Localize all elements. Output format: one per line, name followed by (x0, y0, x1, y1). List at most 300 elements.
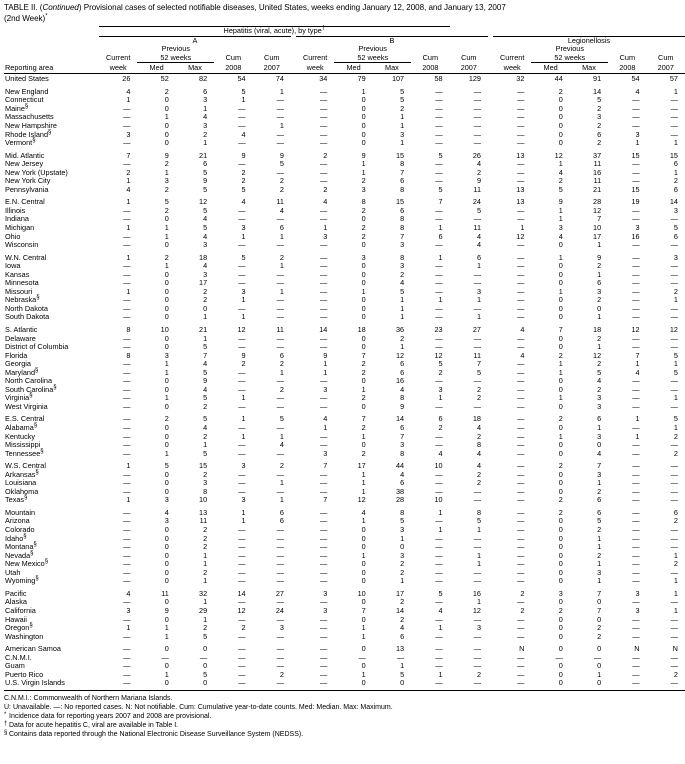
cell-value: 13 (396, 644, 405, 654)
cell-value: — (320, 303, 328, 313)
cell-value: — (450, 679, 488, 690)
cell-value: — (517, 576, 525, 586)
cell-value: 6 (438, 414, 443, 424)
cell-value: 2 (400, 559, 405, 569)
cell-value: — (517, 120, 525, 130)
cell-value: 0 (558, 559, 563, 569)
cell-value: 0 (164, 333, 169, 343)
cell-value: 24 (275, 605, 284, 615)
cell-value: 1 (279, 495, 284, 505)
cell-value: 1 (476, 312, 481, 322)
row-area-label: Arkansas§ (5, 469, 39, 479)
cell-value: 6 (438, 231, 443, 241)
row-footnote-marker: § (33, 541, 37, 548)
cell-value: — (670, 597, 678, 607)
row-footnote-marker: § (48, 129, 52, 136)
cell-value: 2 (597, 103, 602, 113)
cell-value: — (238, 478, 246, 488)
row-area-label: Kentucky (5, 431, 36, 441)
cell-value: 11 (161, 588, 169, 598)
hepatitis-footnote-marker: † (321, 25, 326, 32)
cell-value: 17 (357, 461, 366, 471)
cell-value: 3 (400, 261, 405, 271)
cell-value: 3 (241, 286, 246, 296)
cell-value: 2 (476, 384, 481, 394)
cell-value: 2 (203, 129, 208, 139)
cell-value: 12 (434, 350, 443, 360)
cell-value: 7 (400, 167, 405, 177)
cell-value: 5 (438, 359, 443, 369)
row-area-label: Idaho§ (5, 533, 27, 543)
cell-value: 1 (164, 448, 169, 458)
cell-value: — (517, 103, 525, 113)
cell-value: 9 (203, 376, 208, 386)
cell-value: — (632, 533, 640, 543)
cell-value: 58 (411, 73, 449, 84)
cell-value: 0 (164, 342, 169, 352)
table-row (4, 450, 685, 459)
table-row (4, 654, 685, 663)
cell-value: — (670, 661, 678, 671)
cell-value: 5 (476, 516, 481, 526)
cell-value: — (632, 393, 640, 403)
cell-value: — (632, 631, 640, 641)
cell-value: 2 (597, 486, 602, 496)
cell-value: — (276, 103, 284, 113)
cell-value: — (632, 120, 640, 130)
cell-value: — (123, 112, 131, 122)
cell-value: 3 (597, 112, 602, 122)
cell-value: 2 (203, 401, 208, 411)
row-area-label: Montana§ (5, 541, 37, 552)
cell-value: — (320, 103, 328, 113)
cell-value: — (473, 269, 481, 279)
cell-value: 7 (361, 350, 366, 360)
cell-value: 1 (673, 550, 678, 560)
cell-value: — (123, 440, 131, 450)
cell-value: — (632, 669, 640, 679)
cell-value: — (632, 507, 640, 517)
cell-value: — (320, 261, 328, 271)
cell-value: — (473, 533, 481, 543)
cell-value: — (473, 631, 481, 641)
cell-value: — (632, 269, 640, 279)
cell-value: — (320, 567, 328, 577)
cell-value: 18 (472, 414, 481, 424)
cell-value: 2 (203, 533, 208, 543)
cell-value: 0 (361, 644, 366, 654)
cell-value: — (517, 478, 525, 488)
cell-value: 4 (203, 214, 208, 224)
cell-value: 1 (279, 231, 284, 241)
cell-value: 1 (558, 205, 563, 215)
header-cum-a-2008: Cum (225, 53, 242, 63)
table-row (4, 73, 685, 84)
cell-value: — (473, 333, 481, 343)
cell-value: 1 (558, 431, 563, 441)
cell-value: — (517, 542, 525, 552)
header-cum-b-2007: Cum (461, 53, 477, 63)
cell-value: 1 (164, 669, 169, 679)
cell-value: — (435, 469, 443, 479)
cell-value: — (238, 342, 246, 352)
cell-value: 26 (99, 73, 137, 84)
cell-value: 12 (237, 325, 246, 334)
row-area-label: Oregon§ (5, 622, 33, 633)
cell-value: 6 (203, 86, 208, 96)
row-area-label: E.N. Central (5, 197, 45, 207)
cell-value: — (320, 278, 328, 288)
cell-value: 2 (400, 333, 405, 343)
cell-value: 3 (323, 588, 328, 598)
cell-value: 0 (558, 614, 563, 624)
cell-value: 4 (126, 184, 131, 194)
cell-value: 24 (472, 197, 481, 207)
cell-value: — (435, 614, 443, 624)
cell-value: 8 (400, 214, 405, 224)
cell-value: 8 (400, 159, 405, 169)
table-row (4, 517, 685, 526)
cell-value: — (276, 631, 284, 641)
cell-value: — (123, 533, 131, 543)
row-footnote-marker: § (40, 448, 44, 455)
cell-value: — (517, 112, 525, 122)
row-area-label: South Carolina§ (5, 384, 57, 394)
cell-value: 0 (164, 295, 169, 305)
table-head (4, 27, 685, 74)
cell-value: — (517, 414, 525, 424)
cell-value: 29 (199, 605, 208, 615)
header-year-leg-2007: 2007 (657, 63, 674, 73)
cell-value: 32 (493, 73, 531, 84)
cell-value: — (670, 652, 678, 662)
cell-value: 5 (203, 669, 208, 679)
cell-value: 1 (597, 269, 602, 279)
cell-value: 1 (279, 286, 284, 296)
cell-value: 0 (558, 138, 563, 148)
cell-value: — (632, 652, 640, 662)
cell-value: — (517, 448, 525, 458)
cell-value: — (517, 176, 525, 186)
cell-value: — (517, 295, 525, 305)
cell-value: 1 (361, 516, 366, 526)
cell-value: 1 (400, 576, 405, 586)
cell-value: 5 (400, 286, 405, 296)
cell-value: 0 (558, 525, 563, 535)
cell-value: — (670, 376, 678, 386)
cell-value: 21 (593, 184, 602, 194)
row-area-label: Mountain (5, 507, 36, 517)
cell-value: — (435, 559, 443, 569)
cell-value: 2 (558, 176, 563, 186)
cell-value: — (435, 533, 443, 543)
cell-value: — (517, 384, 525, 394)
cell-value: 2 (673, 431, 678, 441)
cell-value: 3 (203, 95, 208, 105)
cell-value: 0 (164, 567, 169, 577)
table-row (4, 139, 685, 148)
cell-value: 0 (361, 269, 366, 279)
cell-value: — (517, 359, 525, 369)
table-row (4, 224, 685, 233)
cell-value: 0 (164, 384, 169, 394)
cell-value: 1 (361, 550, 366, 560)
cell-value: 9 (558, 197, 563, 207)
cell-value: 12 (516, 231, 525, 241)
footnote-3 (4, 730, 637, 739)
cell-value: — (123, 138, 131, 148)
cell-value: — (517, 652, 525, 662)
header-year-b-2008: 2008 (422, 63, 439, 73)
cell-value: 8 (126, 325, 131, 334)
cell-value: — (435, 576, 443, 586)
cell-value: 2 (241, 176, 246, 186)
cell-value: — (276, 167, 284, 177)
cell-value: — (320, 559, 328, 569)
cell-value: 1 (558, 159, 563, 169)
cell-value: 2 (361, 205, 366, 215)
cell-value: 0 (137, 679, 175, 690)
header-legionellosis: Legionellosis (493, 36, 685, 45)
cell-value: 2 (361, 359, 366, 369)
cell-value: 1 (597, 423, 602, 433)
cell-value: 1 (361, 631, 366, 641)
header-week-b: week (306, 63, 324, 73)
cell-value: 14 (593, 86, 602, 96)
cell-value: 0 (361, 240, 366, 250)
cell-value: 1 (438, 393, 443, 403)
table-row (4, 441, 685, 450)
cell-value: — (473, 567, 481, 577)
cell-value: 5 (673, 350, 678, 360)
cell-value: 11 (473, 184, 481, 194)
table-row (4, 343, 685, 352)
cell-value: 5 (476, 205, 481, 215)
header-max-a: Max (188, 63, 202, 73)
row-area-label: American Samoa (5, 644, 61, 654)
cell-value: 1 (203, 597, 208, 607)
footnote-1 (4, 712, 637, 721)
cell-value: 91 (570, 73, 608, 84)
cell-value: 0 (203, 644, 208, 654)
cell-value: — (670, 261, 678, 271)
cell-value: 0 (164, 376, 169, 386)
cell-value: — (632, 495, 640, 505)
cell-value: 3 (400, 240, 405, 250)
cell-value: 129 (450, 73, 488, 84)
cell-value: 0 (164, 597, 169, 607)
cell-value: — (238, 159, 246, 169)
cell-value: — (473, 576, 481, 586)
cell-value: 1 (241, 295, 246, 305)
cell-value: — (320, 333, 328, 343)
cell-value: 0 (558, 103, 563, 113)
cell-value: — (670, 440, 678, 450)
cell-value: — (238, 103, 246, 113)
table-row (4, 471, 685, 480)
cell-value: — (632, 278, 640, 288)
row-area-label: New York City (5, 176, 51, 186)
cell-value: 5 (438, 150, 443, 160)
cell-value: — (123, 542, 131, 552)
row-area-label: Nebraska§ (5, 294, 40, 305)
cell-value: 10 (199, 495, 208, 505)
cell-value: 7 (476, 359, 481, 369)
header-52weeks-leg: 52 weeks (531, 54, 608, 63)
cell-value: 2 (164, 252, 169, 262)
cell-value: — (276, 138, 284, 148)
cell-value: 21 (199, 150, 208, 160)
cell-value: 4 (476, 461, 481, 471)
cell-value: 1 (279, 86, 284, 96)
cell-value: — (670, 269, 678, 279)
cell-value: 0 (558, 120, 563, 130)
cell-value: 1 (476, 295, 481, 305)
cell-value: 21 (199, 325, 208, 334)
cell-value: 0 (164, 423, 169, 433)
cell-value: 2 (241, 167, 246, 177)
cell-value: 8 (400, 393, 405, 403)
cell-value: 2 (558, 414, 563, 424)
cell-value: 1 (126, 461, 131, 471)
row-area-label: West Virginia (5, 401, 48, 411)
header-subgroup-a: A (99, 36, 291, 45)
cell-value: — (123, 359, 131, 369)
cell-value: 4 (597, 448, 602, 458)
row-area-label: Rhode Island§ (5, 129, 52, 139)
header-hepatitis-label: Hepatitis (viral, acute), by type (223, 26, 322, 35)
cell-value: 13 (516, 150, 525, 160)
cell-value: 10 (434, 495, 443, 505)
cell-value: — (320, 525, 328, 535)
cell-value: — (670, 567, 678, 577)
cell-value: — (632, 333, 640, 343)
cell-value: — (123, 214, 131, 224)
cell-value: 3 (635, 588, 640, 598)
cell-value: 6 (400, 478, 405, 488)
footnote-1-text: Incidence data for reporting years 2007 and 2008 are provisional. (9, 713, 212, 721)
table-row (4, 509, 685, 518)
cell-value: — (320, 623, 328, 633)
cell-value: 0 (558, 333, 563, 343)
cell-value: 0 (531, 679, 569, 690)
cell-value: — (435, 542, 443, 552)
cell-value: 1 (400, 112, 405, 122)
cell-value: 1 (558, 367, 563, 377)
cell-value: 1 (361, 167, 366, 177)
cell-value: 1 (164, 222, 169, 232)
cell-value: 54 (608, 73, 646, 84)
cell-value: — (123, 159, 131, 169)
cell-value: — (276, 95, 284, 105)
cell-value: 5 (203, 448, 208, 458)
cell-value: 5 (279, 414, 284, 424)
cell-value: 1 (635, 431, 640, 441)
cell-value: — (276, 112, 284, 122)
cell-value: — (276, 393, 284, 403)
cell-value: — (238, 533, 246, 543)
cell-value: — (493, 679, 531, 690)
header-hepatitis-group (99, 27, 450, 37)
cell-value: — (435, 631, 443, 641)
cell-value: — (517, 240, 525, 250)
cell-value: — (238, 559, 246, 569)
cell-value: — (435, 278, 443, 288)
cell-value: 0 (164, 644, 169, 654)
cell-value: — (473, 495, 481, 505)
cell-value: 4 (476, 448, 481, 458)
table-row (4, 96, 685, 105)
cell-value: — (320, 295, 328, 305)
cell-value: 0 (361, 303, 366, 313)
cell-value: 82 (176, 73, 214, 84)
cell-value: — (517, 423, 525, 433)
cell-value: 5 (438, 588, 443, 598)
cell-value: 3 (438, 384, 443, 394)
cell-value: 3 (400, 550, 405, 560)
cell-value: 0 (558, 631, 563, 641)
cell-value: 0 (361, 95, 366, 105)
cell-value: — (632, 567, 640, 577)
cell-value: — (238, 303, 246, 313)
cell-value: 11 (473, 222, 481, 232)
cell-value: — (276, 376, 284, 386)
cell-value: 0 (164, 129, 169, 139)
cell-value: — (517, 431, 525, 441)
cell-value: 3 (361, 184, 366, 194)
cell-value: — (123, 559, 131, 569)
row-area-label: Alabama§ (5, 422, 38, 433)
cell-value: — (320, 342, 328, 352)
cell-value: — (555, 652, 563, 662)
cell-value: 7 (323, 461, 328, 471)
cell-value: 4 (400, 623, 405, 633)
cell-value: 1 (673, 576, 678, 586)
cell-value: 1 (361, 159, 366, 169)
cell-value: — (123, 342, 131, 352)
cell-value: 10 (593, 222, 602, 232)
cell-value: 2 (279, 669, 284, 679)
cell-value: — (320, 652, 328, 662)
cell-value: — (320, 644, 328, 654)
cell-value: 2 (438, 367, 443, 377)
row-area-label: E.S. Central (5, 414, 45, 424)
cell-value: 11 (473, 350, 481, 360)
cell-value: 6 (400, 205, 405, 215)
cell-value: 54 (214, 73, 252, 84)
cell-value: 0 (361, 138, 366, 148)
cell-value: — (276, 423, 284, 433)
cell-value: — (253, 679, 291, 690)
row-area-label: Colorado (5, 525, 35, 535)
header-week-leg: week (503, 63, 521, 73)
cell-value: — (276, 278, 284, 288)
cell-value: 2 (400, 103, 405, 113)
row-area-label: Maryland§ (5, 367, 39, 377)
row-area-label: Pacific (5, 588, 27, 598)
header-52weeks-b: 52 weeks (334, 54, 411, 63)
cell-value: 19 (631, 197, 640, 207)
cell-value: 0 (203, 661, 208, 671)
cell-value: — (435, 303, 443, 313)
cell-value: 0 (558, 112, 563, 122)
cell-value: — (632, 167, 640, 177)
cell-value: 14 (396, 605, 405, 615)
cell-value: — (320, 614, 328, 624)
cell-value: 2 (323, 150, 328, 160)
cell-value: 12 (357, 495, 366, 505)
cell-value: — (123, 384, 131, 394)
